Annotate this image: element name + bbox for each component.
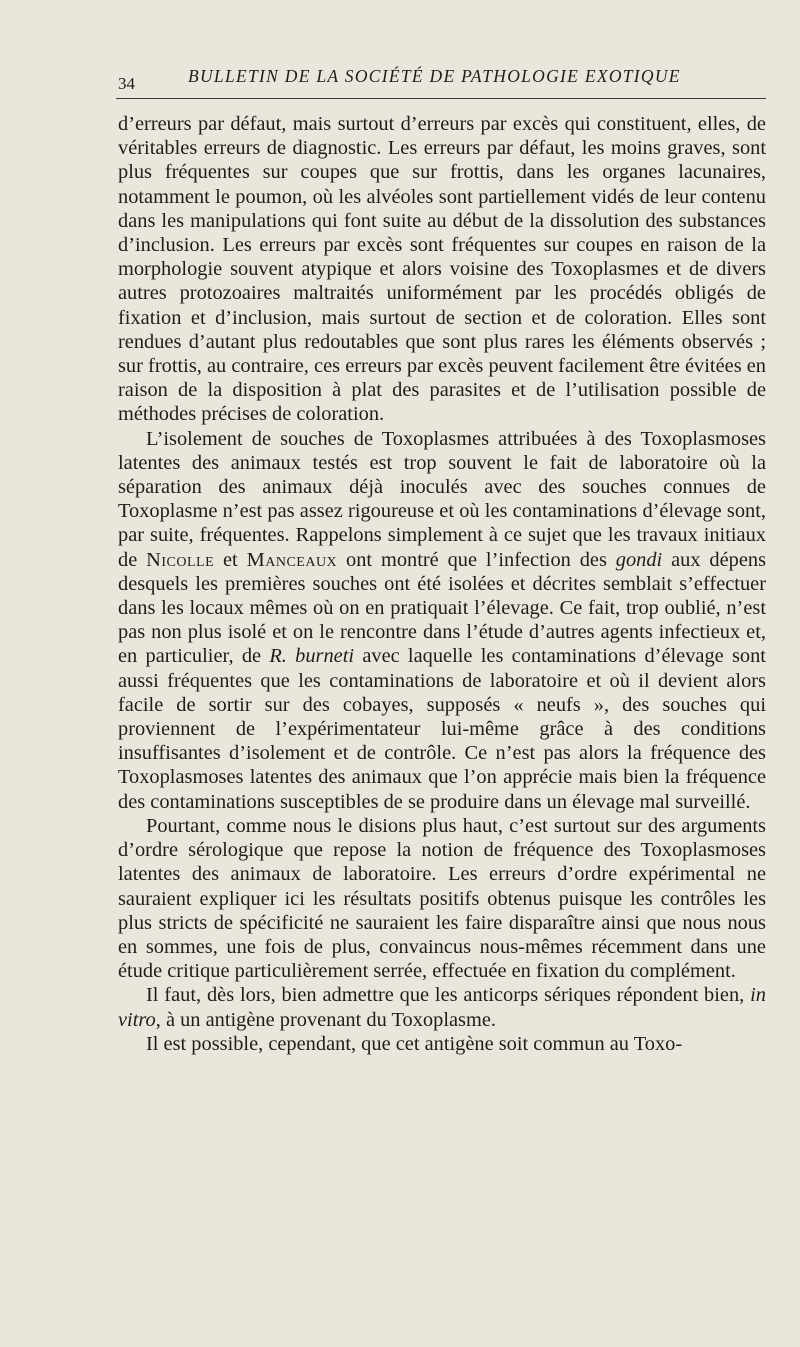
species-name-gondi: gondi (615, 548, 663, 571)
text-segment: et (214, 548, 247, 571)
author-name-nicolle: Nicolle (146, 548, 215, 571)
paragraph (118, 1032, 766, 1056)
species-name-r-burneti: R. burneti (269, 645, 355, 668)
text-segment: L’isolement de souches de Toxoplasmes attribuées à des Toxoplasmoses latentes des animaux testés est trop souvent le fait de laboratoire où la séparation des animaux déjà inoculés avec des souches connues de Toxoplasme n’est pas assez rigoureuse et où les contaminations d’élevage sont, par suite, fréquentes. Rappelons simplement à ce sujet que les travaux initiaux de (118, 427, 766, 571)
text-segment: aux dépens desquels les premières souches ont été isolées et décrites semblait s’effectuer dans les locaux mêmes où on en pratiquait l’élevage. Ce fait, trop oublié, n’est pas non plus isolé et on le rencontre dans l’étude d’autres agents infectieux et, en particulier, de (118, 548, 767, 668)
latin-term-in-vitro: in vitro (118, 984, 766, 1031)
body-text (118, 112, 766, 1056)
text-segment: ont montré que l’infection des (337, 548, 616, 571)
author-name-manceaux: Manceaux (246, 548, 338, 571)
paragraph (118, 814, 766, 983)
text-segment: avec laquelle les contaminations d’élevage sont aussi fréquentes que les contaminations de laboratoire et où il devient alors facile de sortir sur des cobayes, supposés « neufs », des souches qui proviennent de l’expérimentateur lui-même grâce à des conditions insuffisantes d’isolement et de contrôle. Ce n’est pas alors la fréquence des Toxoplasmoses latentes des animaux que l’on apprécie mais bien la fréquence des contaminations susceptibles de se produire dans un élevage mal surveillé. (118, 645, 766, 813)
text-segment: d’erreurs par défaut, mais surtout d’erreurs par excès qui constituent, elles, de véritables erreurs de diagnostic. Les erreurs par défaut, les moins graves, sont plus fréquentes sur coupes que sur frottis, dans les organes lacunaires, notamment le poumon, où les alvéoles sont partiellement vidés de leur contenu dans les manipulations qui font suite au début de la dissolution des substances d’inclusion. Les erreurs par excès sont fréquentes sur coupes en raison de la morphologie souvent atypique et alors voisine des Toxoplasmes et de divers autres protozoaires maltraités uniformément par les procédés obligés de fixation et d’inclusion, mais surtout de section et de coloration. Elles sont rendues d’autant plus redoutables que sont plus rares les éléments observés ; sur frottis, au contraire, ces erreurs par excès peuvent facilement être évitées en raison de la disposition à plat des parasites et de l’utilisation possible de méthodes précises de coloration. (118, 113, 766, 426)
running-title: BULLETIN DE LA SOCIÉTÉ DE PATHOLOGIE EXOTIQUE (188, 66, 681, 86)
text-segment: Il faut, dès lors, bien admettre que les anticorps sériques répondent bien, (146, 984, 751, 1007)
text-segment: Il est possible, cependant, que cet antigène soit commun au Toxo- (146, 1032, 683, 1055)
paragraph (118, 427, 766, 814)
text-segment: Pourtant, comme nous le disions plus haut, c’est surtout sur des arguments d’ordre sérologique que repose la notion de fréquence des Toxoplasmoses latentes des animaux de laboratoire. Les erreurs d’ordre expérimental ne sauraient expliquer ici les résultats positifs obtenus puisque les contrôles les plus stricts de spécificité ne sauraient les faire disparaître ainsi que nous nous en sommes, une fois de plus, convaincus nous-mêmes récemment dans une étude critique particulièrement serrée, effectuée en fixation du complément. (118, 814, 766, 983)
paragraph (118, 983, 766, 1031)
header-rule (116, 98, 766, 99)
paragraph (118, 112, 766, 427)
text-segment: , à un antigène provenant du Toxoplasme. (155, 1008, 496, 1031)
page-number: 34 (118, 74, 135, 93)
page-header (118, 66, 766, 96)
